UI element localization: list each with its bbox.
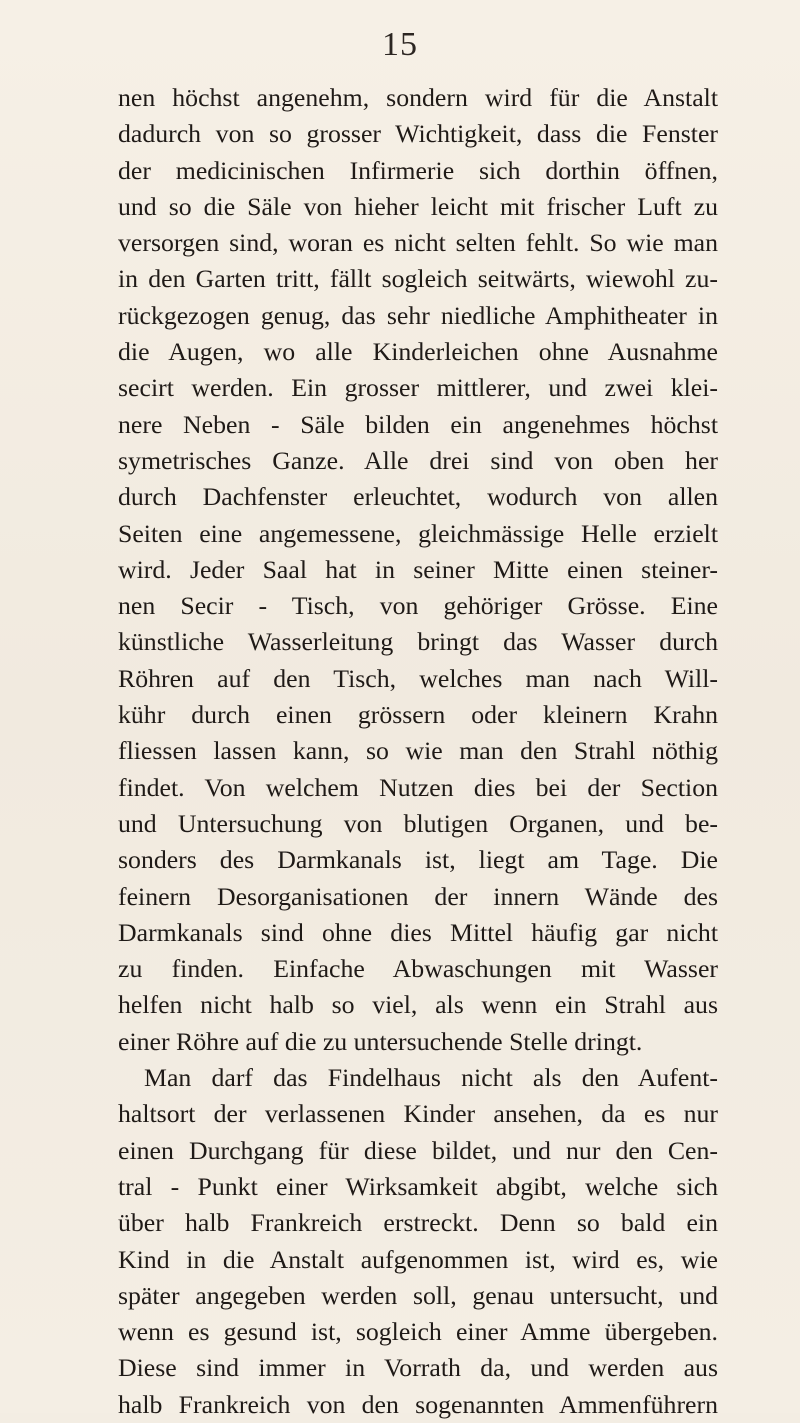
text-line: Röhren auf den Tisch, welches man nach Will- <box>118 663 718 693</box>
text-line: secirt werden. Ein grosser mittlerer, und zwei klei- <box>118 373 718 403</box>
text-line: fliessen lassen kann, so wie man den Strahl nöthig <box>118 736 718 766</box>
text-line: nen höchst angenehm, sondern wird für die Anstalt <box>118 83 718 112</box>
paragraph-start-line: Man darf das Findelhaus nicht als den Aufent- <box>144 1063 718 1093</box>
text-line: später angegeben werden soll, genau untersucht, und <box>118 1280 718 1310</box>
text-line: in den Garten tritt, fällt sogleich seitwärts, wiewohl zu- <box>118 264 718 294</box>
text-line: rückgezogen genug, das sehr niedliche Amphitheater in <box>118 300 718 330</box>
text-line: einen Durchgang für diese bildet, und nur den Cen- <box>118 1135 718 1165</box>
text-line: Darmkanals sind ohne dies Mittel häufig gar nicht <box>118 917 718 947</box>
text-line: tral - Punkt einer Wirksamkeit abgibt, welche sich <box>118 1171 718 1201</box>
text-line: und so die Säle von hieher leicht mit frischer Luft zu <box>118 191 718 221</box>
text-line: durch Dachfenster erleuchtet, wodurch von allen <box>118 482 718 512</box>
text-line: versorgen sind, woran es nicht selten fehlt. So wie man <box>118 228 718 258</box>
text-line: sonders des Darmkanals ist, liegt am Tage. Die <box>118 845 718 875</box>
text-line: wenn es gesund ist, sogleich einer Amme übergeben. <box>118 1317 718 1347</box>
text-line: findet. Von welchem Nutzen dies bei der Section <box>118 772 718 802</box>
text-line: wird. Jeder Saal hat in seiner Mitte einen steiner- <box>118 554 718 584</box>
text-line: Diese sind immer in Vorrath da, und werden aus <box>118 1353 718 1383</box>
page-number: 15 <box>382 26 418 63</box>
text-line: helfen nicht halb so viel, als wenn ein Strahl aus <box>118 990 718 1020</box>
text-line: Kind in die Anstalt aufgenommen ist, wird es, wie <box>118 1244 718 1274</box>
text-line: künstliche Wasserleitung bringt das Wasser durch <box>118 627 718 657</box>
text-line: feinern Desorganisationen der innern Wände des <box>118 881 718 911</box>
body-text <box>118 80 718 1423</box>
text-line: symetrisches Ganze. Alle drei sind von oben her <box>118 445 718 475</box>
text-line: die Augen, wo alle Kinderleichen ohne Ausnahme <box>118 337 718 367</box>
text-line: und Untersuchung von blutigen Organen, und be- <box>118 808 718 838</box>
text-line: der medicinischen Infirmerie sich dorthin öffnen, <box>118 155 718 185</box>
text-line: dadurch von so grosser Wichtigkeit, dass die Fenster <box>118 119 718 149</box>
text-line: nen Secir - Tisch, von gehöriger Grösse. Eine <box>118 591 718 621</box>
text-line: Seiten eine angemessene, gleichmässige Helle erzielt <box>118 518 718 548</box>
text-line: über halb Frankreich erstreckt. Denn so bald ein <box>118 1208 718 1238</box>
text-line: einer Röhre auf die zu untersuchende Stelle dringt. <box>118 1026 643 1056</box>
text-line: haltsort der verlassenen Kinder ansehen, da es nur <box>118 1099 718 1129</box>
text-line: kühr durch einen grössern oder kleinern Krahn <box>118 700 718 730</box>
text-line: halb Frankreich von den sogenannten Ammenführern <box>118 1389 718 1419</box>
text-line: zu finden. Einfache Abwaschungen mit Wasser <box>118 954 718 984</box>
text-line: nere Neben - Säle bilden ein angenehmes höchst <box>118 409 718 439</box>
